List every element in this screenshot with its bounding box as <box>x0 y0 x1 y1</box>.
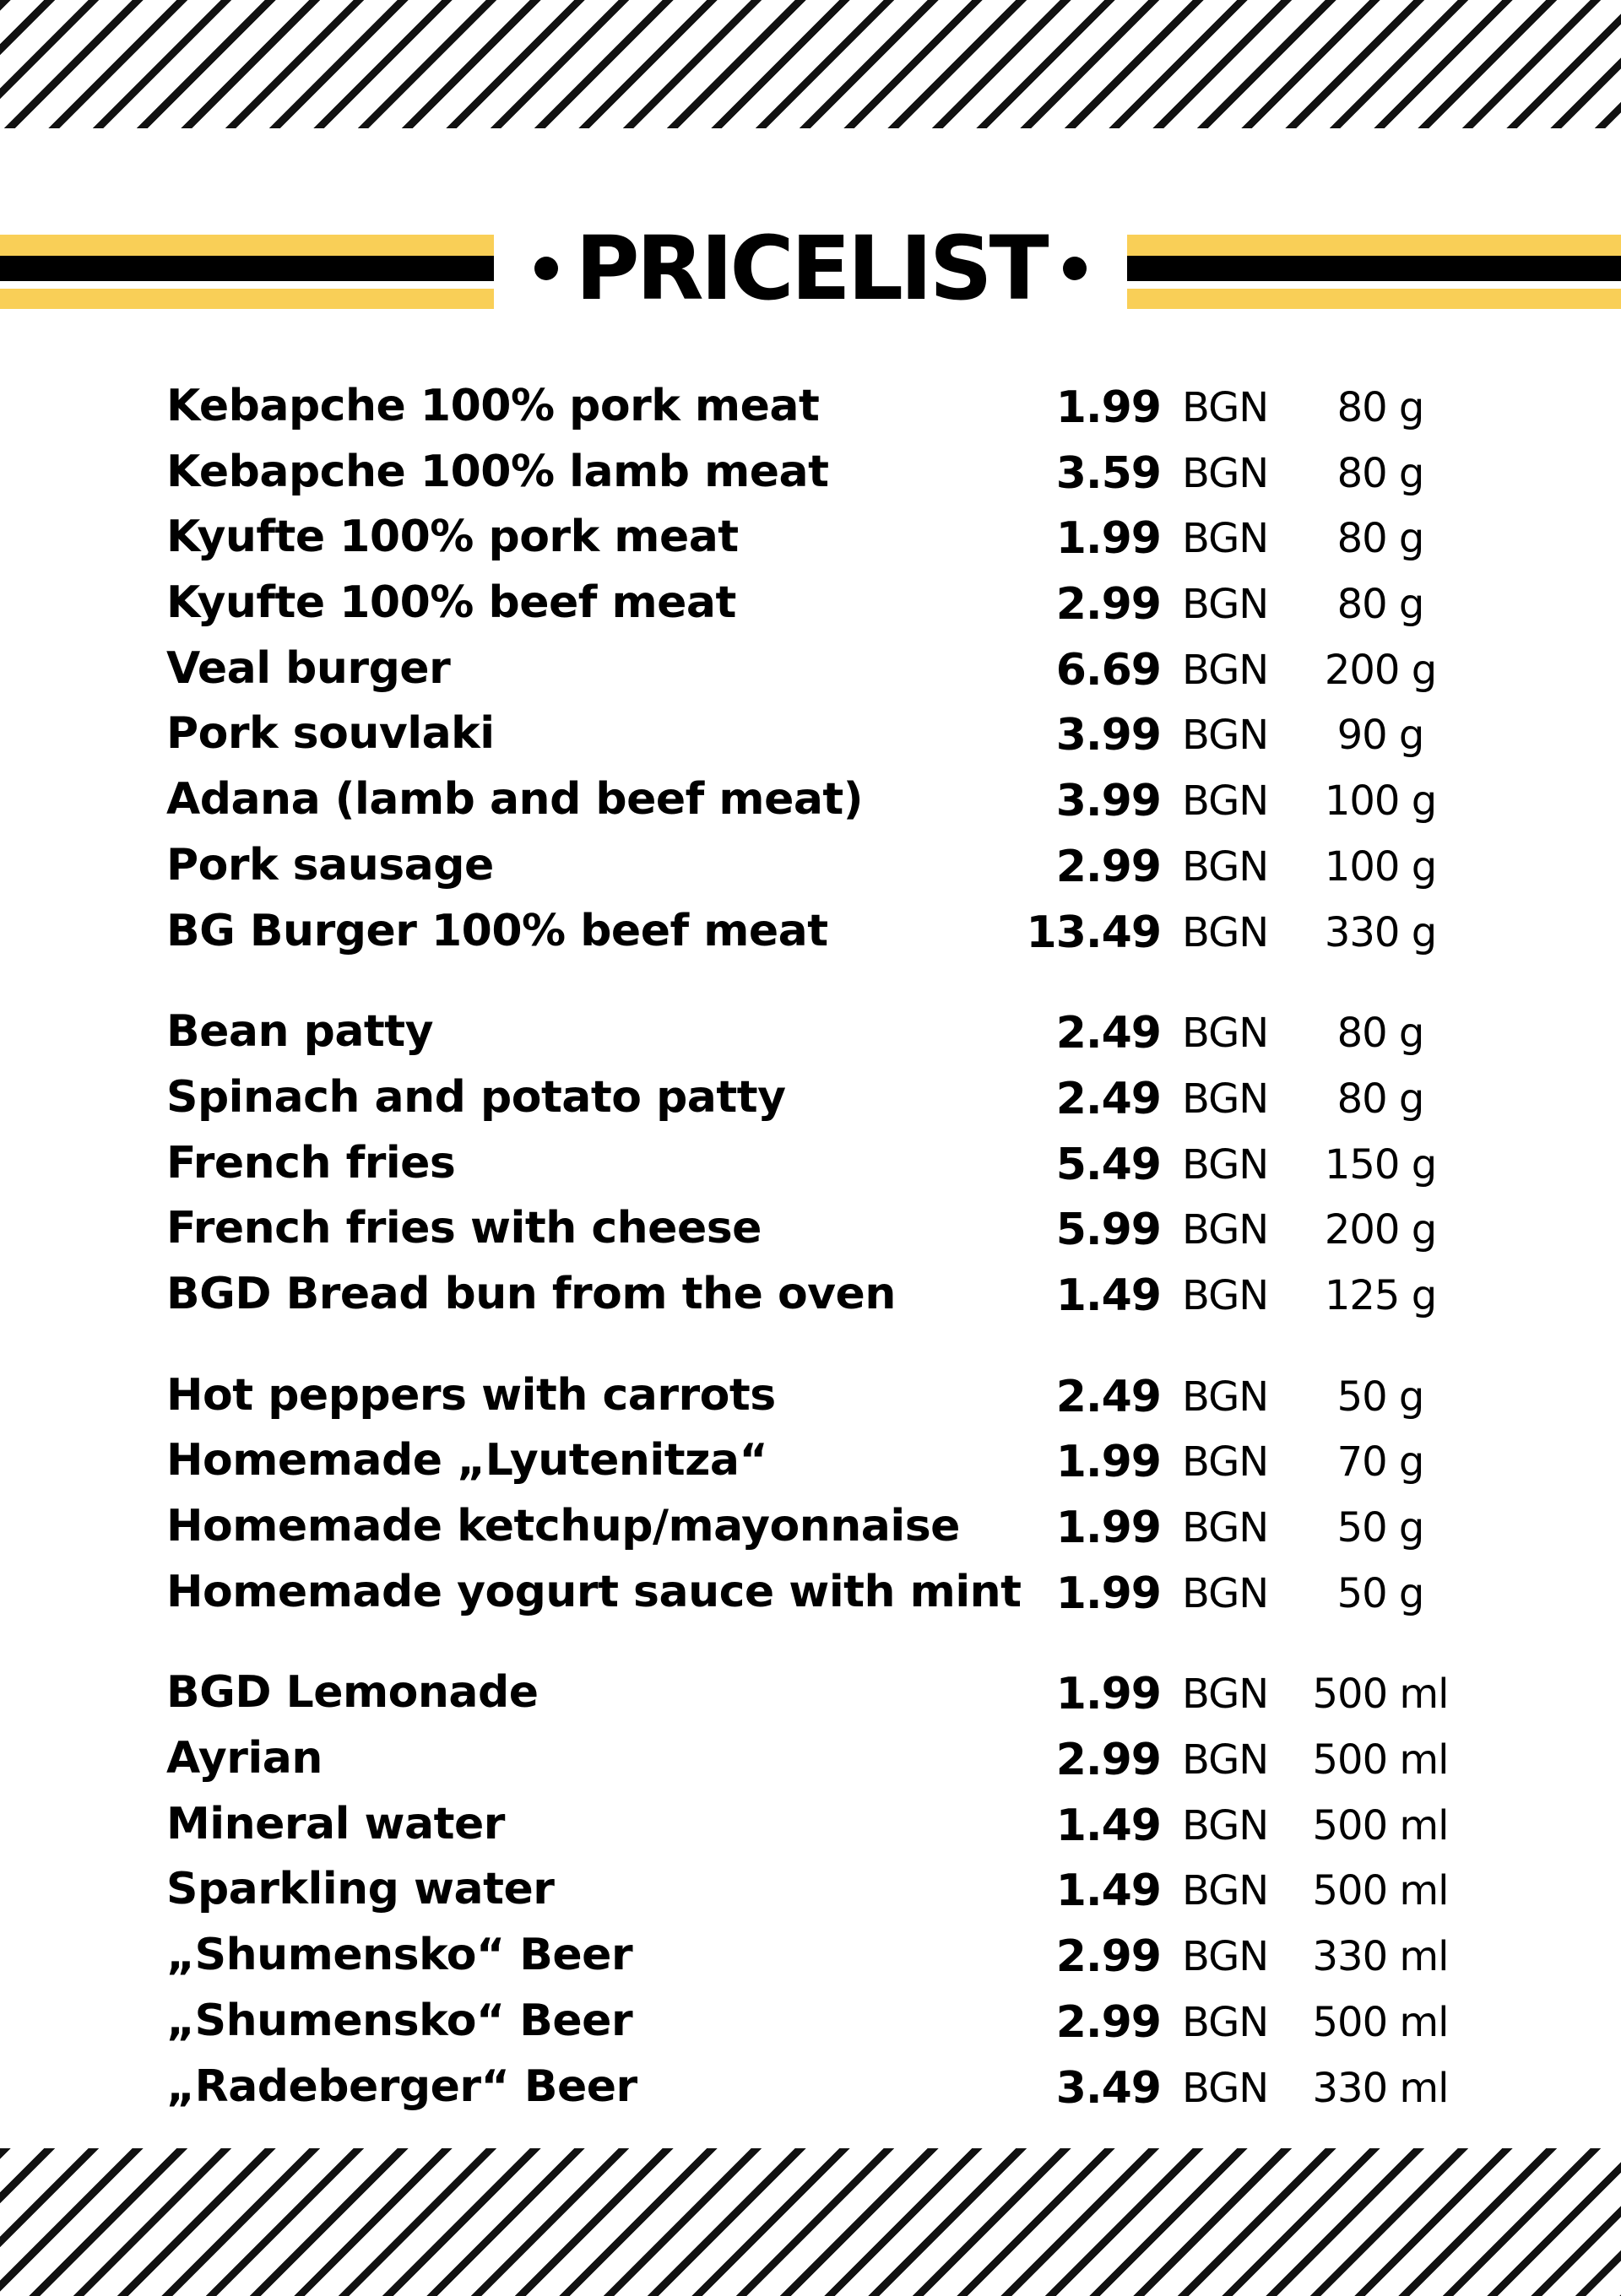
item-price: 3.99 <box>1055 776 1161 827</box>
item-quantity: 80 g <box>1336 449 1424 497</box>
item-price: 1.99 <box>1055 1503 1161 1553</box>
item-name: Sparkling water <box>166 1864 555 1915</box>
menu-item-row <box>0 1859 1621 1925</box>
item-name: Bean patty <box>166 1006 434 1058</box>
menu-item-row <box>0 2056 1621 2122</box>
item-name: French fries <box>166 1137 456 1189</box>
item-name: Kyufte 100% beef meat <box>166 577 736 629</box>
item-price: 1.49 <box>1055 1866 1161 1917</box>
item-price: 1.99 <box>1055 513 1161 565</box>
item-name: Kebapche 100% pork meat <box>166 381 820 431</box>
item-name: Veal burger <box>166 642 451 694</box>
item-name: French fries with cheese <box>166 1203 762 1254</box>
title-bullet-left <box>534 257 558 280</box>
item-quantity: 500 ml <box>1312 1867 1449 1915</box>
menu-item-row <box>0 703 1621 769</box>
menu-section <box>0 1365 1621 1627</box>
menu-item-row <box>0 1365 1621 1431</box>
menu-item-row <box>0 376 1621 441</box>
title-block <box>494 218 1127 319</box>
item-currency: BGN <box>1182 1373 1269 1421</box>
item-price: 6.69 <box>1055 644 1161 696</box>
item-quantity: 80 g <box>1336 581 1424 629</box>
header-band-left <box>0 235 494 309</box>
item-currency: BGN <box>1182 1504 1269 1551</box>
item-price: 1.99 <box>1055 1568 1161 1619</box>
item-quantity: 500 ml <box>1312 1671 1449 1719</box>
item-name: BGD Lemonade <box>166 1667 539 1719</box>
item-price: 2.49 <box>1055 1371 1161 1422</box>
menu-item-row <box>0 1067 1621 1133</box>
bottom-stripe-border <box>0 2148 1621 2296</box>
item-name: Kyufte 100% pork meat <box>166 512 739 563</box>
item-currency: BGN <box>1182 1438 1269 1486</box>
item-price: 2.99 <box>1055 1735 1161 1786</box>
item-name: „Radeberger“ Beer <box>166 2060 637 2112</box>
menu-item-row <box>0 1794 1621 1860</box>
item-name: Homemade „Lyutenitza“ <box>166 1435 768 1486</box>
item-quantity: 500 ml <box>1312 1801 1449 1849</box>
item-quantity: 50 g <box>1336 1373 1424 1421</box>
item-quantity: 500 ml <box>1312 1998 1449 2046</box>
item-price: 3.59 <box>1055 447 1161 499</box>
menu-item-row <box>0 1198 1621 1264</box>
item-price: 1.99 <box>1055 1669 1161 1720</box>
item-price: 3.49 <box>1055 2062 1161 2114</box>
item-quantity: 150 g <box>1324 1140 1437 1189</box>
item-name: Homemade yogurt sauce with mint <box>166 1566 1022 1617</box>
page-title: PRICELIST <box>575 217 1046 320</box>
item-price: 5.49 <box>1055 1139 1161 1190</box>
item-name: „Shumensko“ Beer <box>166 1930 633 1981</box>
menu-item-row <box>0 1496 1621 1562</box>
item-currency: BGN <box>1182 777 1269 826</box>
item-currency: BGN <box>1182 515 1269 563</box>
item-name: Adana (lamb and beef meat) <box>166 774 864 826</box>
menu-item-row <box>0 1662 1621 1728</box>
item-quantity: 125 g <box>1324 1271 1437 1319</box>
header-band-right <box>1127 235 1621 309</box>
menu-item-row <box>0 901 1621 967</box>
item-price: 2.99 <box>1055 841 1161 892</box>
item-currency: BGN <box>1182 581 1269 629</box>
menu-item-row <box>0 835 1621 901</box>
menu-item-row <box>0 572 1621 638</box>
item-quantity: 50 g <box>1336 1569 1424 1617</box>
menu-item-row <box>0 441 1621 507</box>
menu-item-row <box>0 1430 1621 1496</box>
item-price: 2.99 <box>1055 1996 1161 2048</box>
item-price: 1.49 <box>1055 1800 1161 1851</box>
item-name: Pork souvlaki <box>166 708 495 760</box>
item-currency: BGN <box>1182 1140 1269 1189</box>
item-quantity: 200 g <box>1324 646 1437 694</box>
menu-section <box>0 1662 1621 2121</box>
item-name: Ayrian <box>166 1733 323 1784</box>
item-quantity: 90 g <box>1336 712 1424 760</box>
item-quantity: 70 g <box>1336 1438 1424 1486</box>
item-price: 2.99 <box>1055 579 1161 631</box>
menu-item-row <box>0 1133 1621 1199</box>
item-quantity: 330 ml <box>1312 1933 1449 1981</box>
item-currency: BGN <box>1182 1010 1269 1058</box>
menu-item-row <box>0 1001 1621 1067</box>
item-currency: BGN <box>1182 1271 1269 1319</box>
menu-section <box>0 1001 1621 1329</box>
item-quantity: 330 ml <box>1312 2064 1449 2112</box>
item-currency: BGN <box>1182 1933 1269 1981</box>
menu-item-row <box>0 1925 1621 1990</box>
item-currency: BGN <box>1182 1671 1269 1719</box>
item-quantity: 100 g <box>1324 777 1437 826</box>
item-currency: BGN <box>1182 384 1269 431</box>
item-currency: BGN <box>1182 1867 1269 1915</box>
item-currency: BGN <box>1182 908 1269 956</box>
item-currency: BGN <box>1182 2064 1269 2112</box>
item-price: 5.99 <box>1055 1205 1161 1256</box>
item-price: 3.99 <box>1055 710 1161 761</box>
item-price: 1.99 <box>1055 1437 1161 1488</box>
menu-item-row <box>0 1264 1621 1329</box>
menu-item-row <box>0 769 1621 835</box>
item-currency: BGN <box>1182 1998 1269 2046</box>
item-name: BGD Bread bun from the oven <box>166 1268 896 1319</box>
item-price: 2.49 <box>1055 1073 1161 1124</box>
item-name: Mineral water <box>166 1798 505 1849</box>
item-quantity: 500 ml <box>1312 1736 1449 1784</box>
item-name: Hot peppers with carrots <box>166 1369 776 1421</box>
menu-item-row <box>0 1728 1621 1794</box>
item-price: 2.49 <box>1055 1008 1161 1059</box>
item-currency: BGN <box>1182 712 1269 760</box>
item-quantity: 80 g <box>1336 384 1424 431</box>
item-price: 2.99 <box>1055 1931 1161 1983</box>
menu-item-row <box>0 638 1621 704</box>
item-name: Homemade ketchup/mayonnaise <box>166 1501 960 1551</box>
item-name: Spinach and potato patty <box>166 1071 786 1123</box>
item-currency: BGN <box>1182 1206 1269 1254</box>
item-quantity: 80 g <box>1336 515 1424 563</box>
item-price: 1.99 <box>1055 382 1161 433</box>
item-quantity: 330 g <box>1324 908 1437 956</box>
price-list <box>0 376 1621 2121</box>
item-quantity: 80 g <box>1336 1010 1424 1058</box>
item-quantity: 50 g <box>1336 1504 1424 1551</box>
menu-section <box>0 376 1621 966</box>
item-price: 1.49 <box>1055 1270 1161 1321</box>
top-stripe-border <box>0 0 1621 128</box>
title-bullet-right <box>1063 257 1087 280</box>
item-price: 13.49 <box>1026 907 1161 958</box>
item-currency: BGN <box>1182 842 1269 891</box>
item-currency: BGN <box>1182 1801 1269 1849</box>
item-name: BG Burger 100% beef meat <box>166 905 828 956</box>
item-currency: BGN <box>1182 646 1269 694</box>
item-quantity: 200 g <box>1324 1206 1437 1254</box>
item-quantity: 80 g <box>1336 1075 1424 1123</box>
item-currency: BGN <box>1182 1736 1269 1784</box>
menu-item-row <box>0 1990 1621 2056</box>
menu-item-row <box>0 1562 1621 1627</box>
item-name: Kebapche 100% lamb meat <box>166 446 829 497</box>
item-name: Pork sausage <box>166 839 494 891</box>
item-name: „Shumensko“ Beer <box>166 1995 633 2046</box>
item-quantity: 100 g <box>1324 842 1437 891</box>
item-currency: BGN <box>1182 449 1269 497</box>
item-currency: BGN <box>1182 1569 1269 1617</box>
item-currency: BGN <box>1182 1075 1269 1123</box>
menu-item-row <box>0 506 1621 572</box>
